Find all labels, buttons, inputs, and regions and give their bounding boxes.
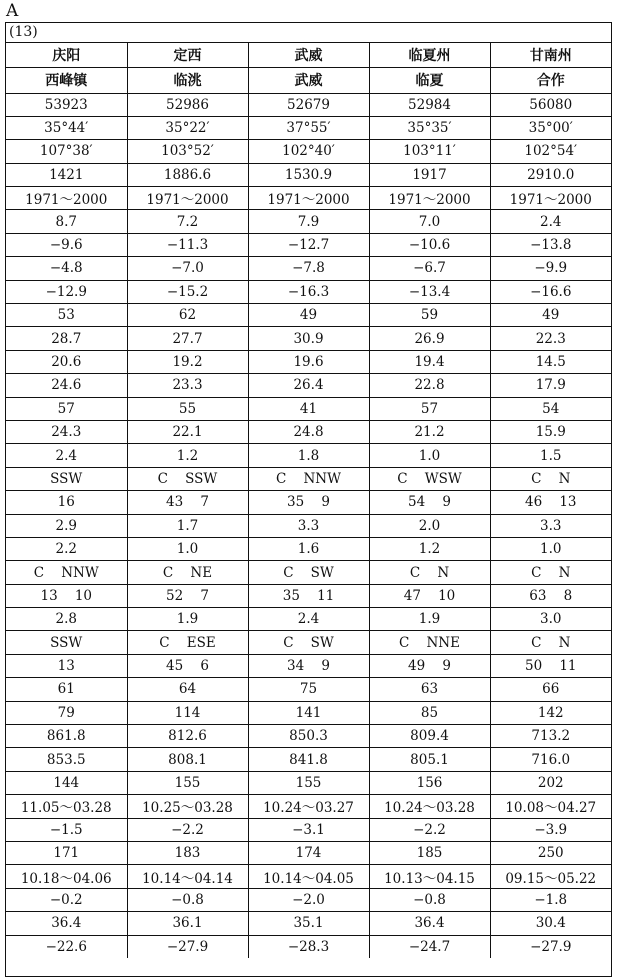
table-cell: 7.2 bbox=[127, 210, 248, 233]
table-cell: C ESE bbox=[127, 631, 248, 654]
table-row bbox=[6, 842, 611, 865]
table-row bbox=[6, 795, 611, 818]
table-cell: 36.4 bbox=[6, 912, 127, 935]
table-cell: 武威 bbox=[248, 67, 369, 93]
table-cell: 183 bbox=[127, 842, 248, 865]
table-cell: C N bbox=[490, 467, 611, 490]
table-cell: 809.4 bbox=[369, 725, 490, 748]
table-cell: 36.1 bbox=[127, 912, 248, 935]
table-cell: 36.4 bbox=[369, 912, 490, 935]
table-cell: 52 7 bbox=[127, 584, 248, 607]
table-cell: 7.0 bbox=[369, 210, 490, 233]
table-cell: 66 bbox=[490, 678, 611, 701]
table-cell: −0.2 bbox=[6, 888, 127, 911]
table-row bbox=[6, 725, 611, 748]
table-cell: 102°40′ bbox=[248, 140, 369, 163]
table-cell: −13.4 bbox=[369, 280, 490, 303]
table-row bbox=[6, 467, 611, 490]
table-cell: 63 bbox=[369, 678, 490, 701]
table-cell: 27.7 bbox=[127, 327, 248, 350]
table-cell: 34 9 bbox=[248, 654, 369, 677]
table-cell: 853.5 bbox=[6, 748, 127, 771]
table-cell: 10.08～04.27 bbox=[490, 795, 611, 818]
table-cell: 62 bbox=[127, 304, 248, 327]
table-cell: 174 bbox=[248, 842, 369, 865]
table-cell: −28.3 bbox=[248, 935, 369, 958]
table-cell: 2.4 bbox=[248, 608, 369, 631]
table-cell: 52679 bbox=[248, 93, 369, 116]
table-cell: 1.9 bbox=[369, 608, 490, 631]
table-cell: 37°55′ bbox=[248, 116, 369, 139]
table-cell: 35.1 bbox=[248, 912, 369, 935]
table-cell: −9.6 bbox=[6, 233, 127, 256]
table-cell: 49 bbox=[490, 304, 611, 327]
table-cell: 46 13 bbox=[490, 491, 611, 514]
table-cell: 10.14～04.05 bbox=[248, 865, 369, 888]
table-cell: 17.9 bbox=[490, 374, 611, 397]
table-row bbox=[6, 327, 611, 350]
table-cell: 30.4 bbox=[490, 912, 611, 935]
table-cell: −11.3 bbox=[127, 233, 248, 256]
table-cell: 107°38′ bbox=[6, 140, 127, 163]
table-cell: −2.0 bbox=[248, 888, 369, 911]
table-cell: 1.0 bbox=[127, 537, 248, 560]
table-cell: 2.4 bbox=[6, 444, 127, 467]
table-cell: 16 bbox=[6, 491, 127, 514]
table-cell: 35°35′ bbox=[369, 116, 490, 139]
table-cell: 22.3 bbox=[490, 327, 611, 350]
table-cell: C N bbox=[369, 561, 490, 584]
table-cell: 1.2 bbox=[127, 444, 248, 467]
table-cell: 102°54′ bbox=[490, 140, 611, 163]
table-cell: 1.9 bbox=[127, 608, 248, 631]
table-row bbox=[6, 140, 611, 163]
table-cell: 1.2 bbox=[369, 537, 490, 560]
table-cell: 144 bbox=[6, 771, 127, 794]
table-cell: 10.18～04.06 bbox=[6, 865, 127, 888]
page-label: A bbox=[6, 1, 19, 21]
table-cell: 171 bbox=[6, 842, 127, 865]
table-cell: 56080 bbox=[490, 93, 611, 116]
table-row bbox=[6, 374, 611, 397]
table-cell: 35 11 bbox=[248, 584, 369, 607]
table-row bbox=[6, 257, 611, 280]
table-cell: 2.2 bbox=[6, 537, 127, 560]
table-cell: C N bbox=[490, 631, 611, 654]
table-cell: 2.0 bbox=[369, 514, 490, 537]
table-row bbox=[6, 397, 611, 420]
table-cell: 713.2 bbox=[490, 725, 611, 748]
table-cell: 临洮 bbox=[127, 67, 248, 93]
table-cell: −12.7 bbox=[248, 233, 369, 256]
table-cell: 156 bbox=[369, 771, 490, 794]
table-cell: 155 bbox=[248, 771, 369, 794]
table-cell: 28.7 bbox=[6, 327, 127, 350]
table-cell: −3.1 bbox=[248, 818, 369, 841]
table-cell: 14.5 bbox=[490, 350, 611, 373]
table-cell: C NNW bbox=[248, 467, 369, 490]
table-cell: 202 bbox=[490, 771, 611, 794]
table-cell: 2.9 bbox=[6, 514, 127, 537]
table-row bbox=[6, 748, 611, 771]
table-cell: −1.8 bbox=[490, 888, 611, 911]
table-cell: 52986 bbox=[127, 93, 248, 116]
table-cell: 庆阳 bbox=[6, 43, 127, 67]
table-cell: 3.3 bbox=[248, 514, 369, 537]
table-cell: 1.7 bbox=[127, 514, 248, 537]
table-cell: −10.6 bbox=[369, 233, 490, 256]
table-cell: 142 bbox=[490, 701, 611, 724]
table-cell: −16.6 bbox=[490, 280, 611, 303]
table-cell: 841.8 bbox=[248, 748, 369, 771]
table-cell: 54 bbox=[490, 397, 611, 420]
table-cell: SSW bbox=[6, 631, 127, 654]
table-cell: 141 bbox=[248, 701, 369, 724]
table-cell: 临夏 bbox=[369, 67, 490, 93]
header-row-station bbox=[6, 67, 611, 93]
table-row bbox=[6, 420, 611, 443]
table-row bbox=[6, 865, 611, 888]
table-cell: 54 9 bbox=[369, 491, 490, 514]
table-cell: 47 10 bbox=[369, 584, 490, 607]
table-cell: 850.3 bbox=[248, 725, 369, 748]
table-cell: 52984 bbox=[369, 93, 490, 116]
table-cell: 2.8 bbox=[6, 608, 127, 631]
table-cell: C NE bbox=[127, 561, 248, 584]
table-cell: 61 bbox=[6, 678, 127, 701]
table-cell: 10.25～03.28 bbox=[127, 795, 248, 818]
table-row bbox=[6, 888, 611, 911]
table-cell: 50 11 bbox=[490, 654, 611, 677]
table-cell: 716.0 bbox=[490, 748, 611, 771]
table-row bbox=[6, 608, 611, 631]
table-cell: 22.8 bbox=[369, 374, 490, 397]
table-cell: C NNE bbox=[369, 631, 490, 654]
table-cell: 19.2 bbox=[127, 350, 248, 373]
table-row bbox=[6, 537, 611, 560]
table-row bbox=[6, 187, 611, 210]
table-cell: −0.8 bbox=[127, 888, 248, 911]
table-row bbox=[6, 210, 611, 233]
table-cell: −3.9 bbox=[490, 818, 611, 841]
table-cell: 35 9 bbox=[248, 491, 369, 514]
table-cell: 114 bbox=[127, 701, 248, 724]
table-cell: 10.24～03.28 bbox=[369, 795, 490, 818]
table-cell: 1.0 bbox=[490, 537, 611, 560]
table-row bbox=[6, 935, 611, 958]
table-cell: 808.1 bbox=[127, 748, 248, 771]
table-cell: 26.9 bbox=[369, 327, 490, 350]
table-cell: 64 bbox=[127, 678, 248, 701]
table-cell: 41 bbox=[248, 397, 369, 420]
table-cell: 定西 bbox=[127, 43, 248, 67]
table-cell: 09.15～05.22 bbox=[490, 865, 611, 888]
table-cell: SSW bbox=[6, 467, 127, 490]
table-cell: 甘南州 bbox=[490, 43, 611, 67]
table-row bbox=[6, 514, 611, 537]
table-cell: −22.6 bbox=[45, 939, 87, 955]
table-cell: 24.8 bbox=[248, 420, 369, 443]
table-row bbox=[6, 350, 611, 373]
table-cell: −4.8 bbox=[6, 257, 127, 280]
table-row bbox=[6, 584, 611, 607]
table-cell: 805.1 bbox=[369, 748, 490, 771]
table-cell: 1.5 bbox=[490, 444, 611, 467]
table-cell: 11.05～03.28 bbox=[6, 795, 127, 818]
table-cell: 59 bbox=[369, 304, 490, 327]
table-cell: 3.3 bbox=[490, 514, 611, 537]
table-cell: −7.8 bbox=[248, 257, 369, 280]
table-row bbox=[6, 561, 611, 584]
table-cell: −16.3 bbox=[248, 280, 369, 303]
table-cell: 812.6 bbox=[127, 725, 248, 748]
table-cell: 45 6 bbox=[127, 654, 248, 677]
table-cell: 临夏州 bbox=[369, 43, 490, 67]
table-cell: −2.2 bbox=[369, 818, 490, 841]
table-row bbox=[6, 678, 611, 701]
table-cell: 26.4 bbox=[248, 374, 369, 397]
table-row bbox=[6, 491, 611, 514]
table-cell: 155 bbox=[127, 771, 248, 794]
table-cell: 1886.6 bbox=[127, 163, 248, 186]
table-row bbox=[6, 654, 611, 677]
table-cell: 10.14～04.14 bbox=[127, 865, 248, 888]
table-cell: 63 8 bbox=[490, 584, 611, 607]
table-cell: −13.8 bbox=[490, 233, 611, 256]
table-cell: 1917 bbox=[369, 163, 490, 186]
table-cell: −9.9 bbox=[490, 257, 611, 280]
table-cell: 1971～2000 bbox=[127, 187, 248, 210]
table-cell: 79 bbox=[6, 701, 127, 724]
table-cell: 1971～2000 bbox=[490, 187, 611, 210]
table-cell: 57 bbox=[6, 397, 127, 420]
table-cell: 53923 bbox=[6, 93, 127, 116]
table-cell: 20.6 bbox=[6, 350, 127, 373]
table-row bbox=[6, 701, 611, 724]
table-cell: 30.9 bbox=[248, 327, 369, 350]
table-cell: C SW bbox=[248, 631, 369, 654]
table-cell: 3.0 bbox=[490, 608, 611, 631]
climate-data-table bbox=[5, 22, 612, 977]
table-cell: 15.9 bbox=[490, 420, 611, 443]
table-number: (13) bbox=[6, 23, 611, 43]
table-cell: 35°00′ bbox=[490, 116, 611, 139]
table-cell: −1.5 bbox=[6, 818, 127, 841]
table-cell: 35°22′ bbox=[127, 116, 248, 139]
table-cell: 13 10 bbox=[6, 584, 127, 607]
table-cell: 24.3 bbox=[6, 420, 127, 443]
table-cell: 103°11′ bbox=[369, 140, 490, 163]
table-cell: C SW bbox=[248, 561, 369, 584]
table-cell: −15.2 bbox=[127, 280, 248, 303]
table-cell: −2.2 bbox=[127, 818, 248, 841]
table-cell: 861.8 bbox=[6, 725, 127, 748]
table-cell: 1971～2000 bbox=[248, 187, 369, 210]
table-row bbox=[6, 818, 611, 841]
table-cell: 西峰镇 bbox=[6, 67, 127, 93]
table-row bbox=[6, 631, 611, 654]
table-cell: 23.3 bbox=[127, 374, 248, 397]
table-cell: 24.6 bbox=[6, 374, 127, 397]
table-cell: 1.6 bbox=[248, 537, 369, 560]
header-row-region bbox=[6, 43, 611, 67]
table-cell: 武威 bbox=[248, 43, 369, 67]
table-cell: −12.9 bbox=[6, 280, 127, 303]
table-cell: 21.2 bbox=[369, 420, 490, 443]
table-cell: 1.8 bbox=[248, 444, 369, 467]
table-cell: −24.7 bbox=[369, 935, 490, 958]
table-cell: 53 bbox=[6, 304, 127, 327]
table-cell: −7.0 bbox=[127, 257, 248, 280]
table-cell: 43 7 bbox=[127, 491, 248, 514]
table-cell: 合作 bbox=[490, 67, 611, 93]
table-cell: 49 9 bbox=[369, 654, 490, 677]
table-cell: 22.1 bbox=[127, 420, 248, 443]
table-cell: 8.7 bbox=[6, 210, 127, 233]
table-cell: 57 bbox=[369, 397, 490, 420]
table-cell: 55 bbox=[127, 397, 248, 420]
table-cell: −0.8 bbox=[369, 888, 490, 911]
table-cell: C NNW bbox=[6, 561, 127, 584]
table-row bbox=[6, 444, 611, 467]
table-cell: C N bbox=[490, 561, 611, 584]
table-cell: 2910.0 bbox=[490, 163, 611, 186]
table-cell: 19.6 bbox=[248, 350, 369, 373]
table-cell: 1530.9 bbox=[248, 163, 369, 186]
table-cell: 75 bbox=[248, 678, 369, 701]
table-row bbox=[6, 116, 611, 139]
table-cell: 85 bbox=[369, 701, 490, 724]
table-cell: 250 bbox=[490, 842, 611, 865]
table-cell: −27.9 bbox=[490, 935, 611, 958]
table-cell: 1421 bbox=[6, 163, 127, 186]
table-cell: 13 bbox=[6, 654, 127, 677]
table-row bbox=[6, 280, 611, 303]
table-row bbox=[6, 912, 611, 935]
table-row bbox=[6, 771, 611, 794]
table-cell: 49 bbox=[248, 304, 369, 327]
station-table bbox=[6, 43, 611, 958]
table-cell: 35°44′ bbox=[6, 116, 127, 139]
table-cell: 2.4 bbox=[490, 210, 611, 233]
table-cell: 19.4 bbox=[369, 350, 490, 373]
table-cell: 1971～2000 bbox=[6, 187, 127, 210]
table-row bbox=[6, 233, 611, 256]
table-cell: −6.7 bbox=[369, 257, 490, 280]
table-row bbox=[6, 304, 611, 327]
table-cell: C WSW bbox=[369, 467, 490, 490]
table-cell: 10.13～04.15 bbox=[369, 865, 490, 888]
table-cell: 103°52′ bbox=[127, 140, 248, 163]
table-cell: 1.0 bbox=[369, 444, 490, 467]
table-cell: C SSW bbox=[127, 467, 248, 490]
table-cell: −27.9 bbox=[127, 935, 248, 958]
table-cell: 185 bbox=[369, 842, 490, 865]
table-cell: 10.24～03.27 bbox=[248, 795, 369, 818]
table-cell: 7.9 bbox=[248, 210, 369, 233]
table-row bbox=[6, 163, 611, 186]
table-cell: 1971～2000 bbox=[369, 187, 490, 210]
table-row bbox=[6, 93, 611, 116]
